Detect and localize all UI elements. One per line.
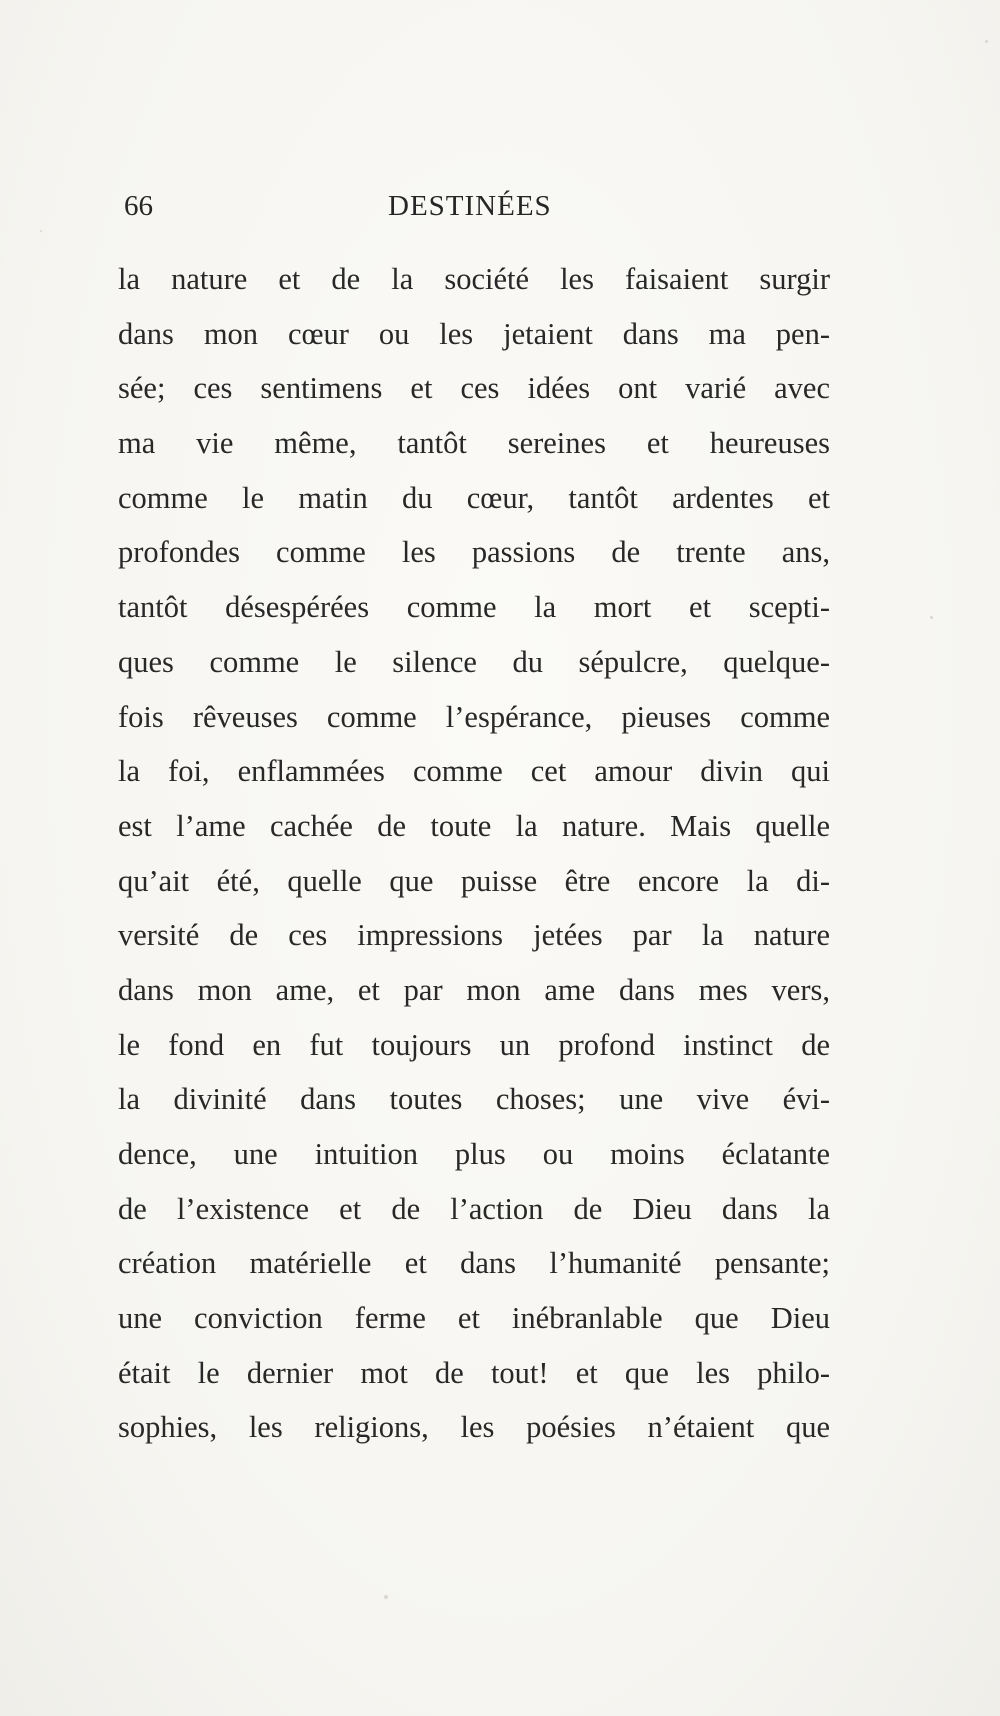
text-line: ques comme le silence du sépulcre, quelque- [118, 644, 830, 679]
text-line: le fond en fut toujours un profond instinct de [118, 1027, 830, 1062]
text-line: dans mon cœur ou les jetaient dans ma pen- [118, 316, 830, 351]
text-line: profondes comme les passions de trente ans, [118, 535, 830, 570]
page-header [124, 190, 829, 240]
text-line: sée; ces sentimens et ces idées ont varié avec [118, 371, 830, 406]
paper-speck [930, 616, 933, 619]
text-line: de l’existence et de l’action de Dieu dans la [118, 1191, 830, 1226]
text-line: ma vie même, tantôt sereines et heureuses [118, 426, 830, 461]
text-line: dans mon ame, et par mon ame dans mes vers, [118, 972, 830, 1007]
text-line: fois rêveuses comme l’espérance, pieuses comme [118, 699, 830, 734]
body-text [118, 252, 830, 1455]
text-line: création matérielle et dans l’humanité pensante; [118, 1246, 830, 1281]
running-title: DESTINÉES [388, 190, 552, 222]
text-line: la nature et de la société les faisaient surgir [118, 262, 830, 296]
paper-speck [40, 230, 42, 232]
text-line: la foi, enflammées comme cet amour divin qui [118, 754, 830, 789]
text-line: était le dernier mot de tout! et que les philo- [118, 1355, 830, 1390]
paper-speck [985, 40, 988, 43]
text-line: une conviction ferme et inébranlable que Dieu [118, 1301, 830, 1336]
text-line: versité de ces impressions jetées par la nature [118, 918, 830, 953]
text-line: qu’ait été, quelle que puisse être encore la di- [118, 863, 830, 898]
text-line: dence, une intuition plus ou moins éclatante [118, 1137, 830, 1171]
text-line: tantôt désespérées comme la mort et scepti- [118, 590, 830, 625]
text-line: la divinité dans toutes choses; une vive évi- [118, 1082, 830, 1117]
text-line: comme le matin du cœur, tantôt ardentes et [118, 480, 830, 515]
text-line: sophies, les religions, les poésies n’étaient que [118, 1410, 830, 1445]
page-number: 66 [124, 190, 153, 222]
text-line: est l’ame cachée de toute la nature. Mais quelle [118, 808, 830, 843]
paper-speck [384, 1595, 388, 1599]
